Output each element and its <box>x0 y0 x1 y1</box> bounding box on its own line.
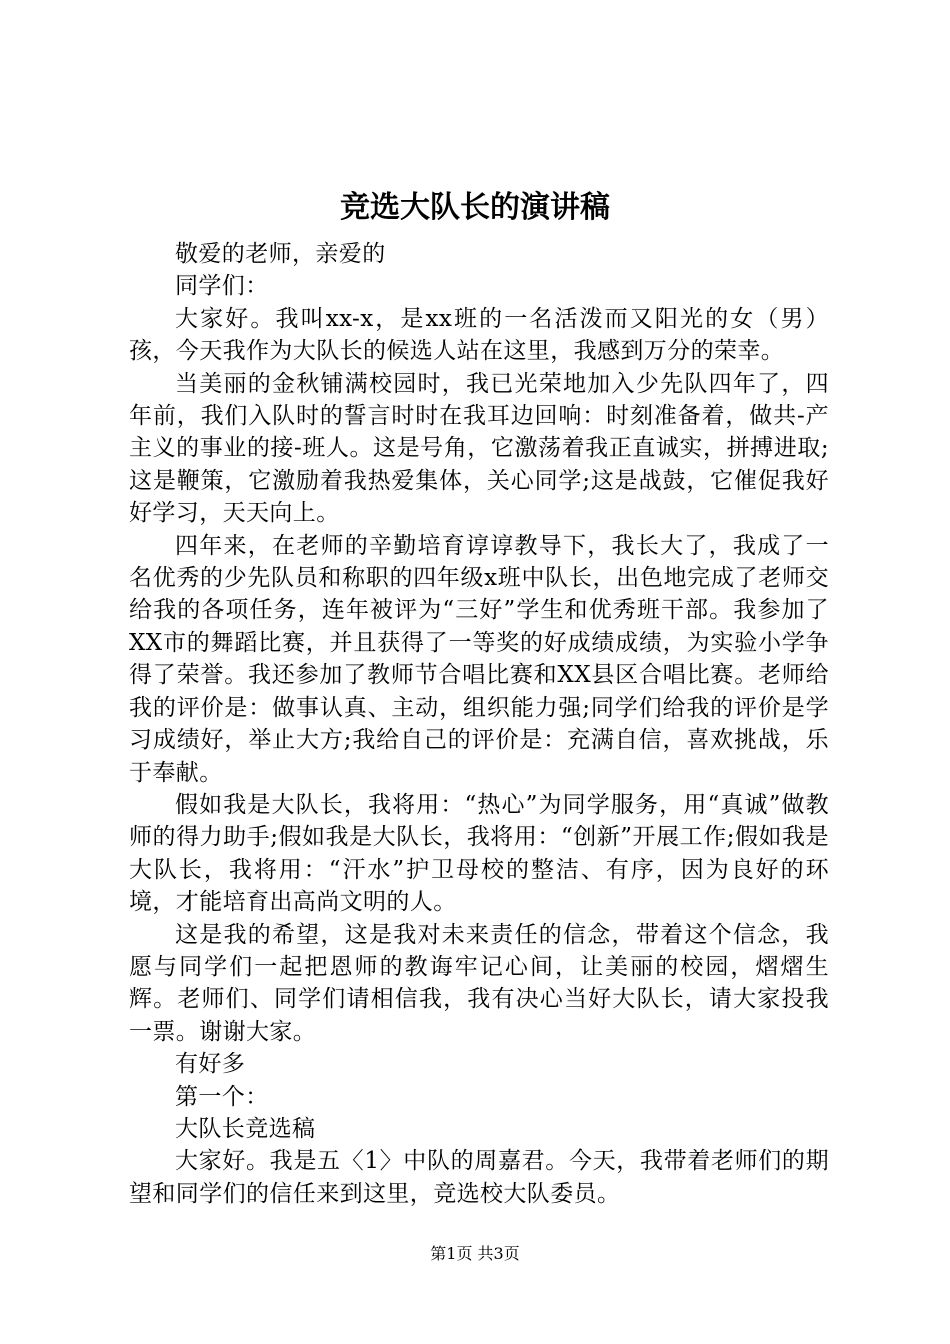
paragraph: 这是我的希望，这是我对未来责任的信念，带着这个信念，我愿与同学们一起把恩师的教诲牢记心间，让美丽的校园，熠熠生辉。老师们、同学们请相信我，我有决心当好大队长，请大家投我一票。谢谢大家。 <box>129 921 829 1045</box>
paragraph: 有好多 <box>175 1051 246 1078</box>
paragraph: 大队长竞选稿 <box>175 1115 316 1142</box>
paragraph: 假如我是大队长，我将用：“热心”为同学服务，用“真诚”做教师的得力助手;假如我是大队长，我将用：“创新”开展工作;假如我是大队长，我将用：“汗水”护卫母校的整洁、有序，因为良好的环境，才能培育出高尚文明的人。 <box>129 791 829 916</box>
paragraph-salutation: 敬爱的老师，亲爱的 <box>175 241 386 267</box>
paragraph: 四年来，在老师的辛勤培育谆谆教导下，我长大了，我成了一名优秀的少先队员和称职的四年级x班中队长，出色地完成了老师交给我的各项任务，连年被评为“三好”学生和优秀班干部。我参加了XX市的舞蹈比赛，并且获得了一等奖的好成绩成绩，为实验小学争得了荣誉。我还参加了教师节合唱比赛和XX县区合唱比赛。老师给我的评价是：做事认真、主动，组织能力强;同学们给我的评价是学习成绩好，举止大方;我给自己的评价是：充满自信，喜欢挑战，乐于奉献。 <box>129 532 829 786</box>
paragraph: 第一个： <box>175 1083 269 1110</box>
document-title: 竞选大队长的演讲稿 <box>340 190 610 225</box>
paragraph: 当美丽的金秋铺满校园时，我已光荣地加入少先队四年了，四年前，我们入队时的誓言时时在我耳边回响：时刻准备着，做共-产主义的事业的接-班人。这是号角，它激荡着我正直诚实，拼搏进取;这是鞭策，它激励着我热爱集体，关心同学;这是战鼓，它催促我好好学习，天天向上。 <box>129 370 829 527</box>
paragraph: 大家好。我叫xx-x，是xx班的一名活泼而又阳光的女（男）孩，今天我作为大队长的候选人站在这里，我感到万分的荣幸。 <box>129 305 829 365</box>
page-number-footer: 第1页 共3页 <box>430 1244 520 1263</box>
paragraph-salutation-cont: 同学们： <box>175 273 269 300</box>
document-body <box>129 238 829 1210</box>
paragraph: 大家好。我是五〈1〉中队的周嘉君。今天，我带着老师们的期望和同学们的信任来到这里，竞选校大队委员。 <box>129 1148 829 1207</box>
